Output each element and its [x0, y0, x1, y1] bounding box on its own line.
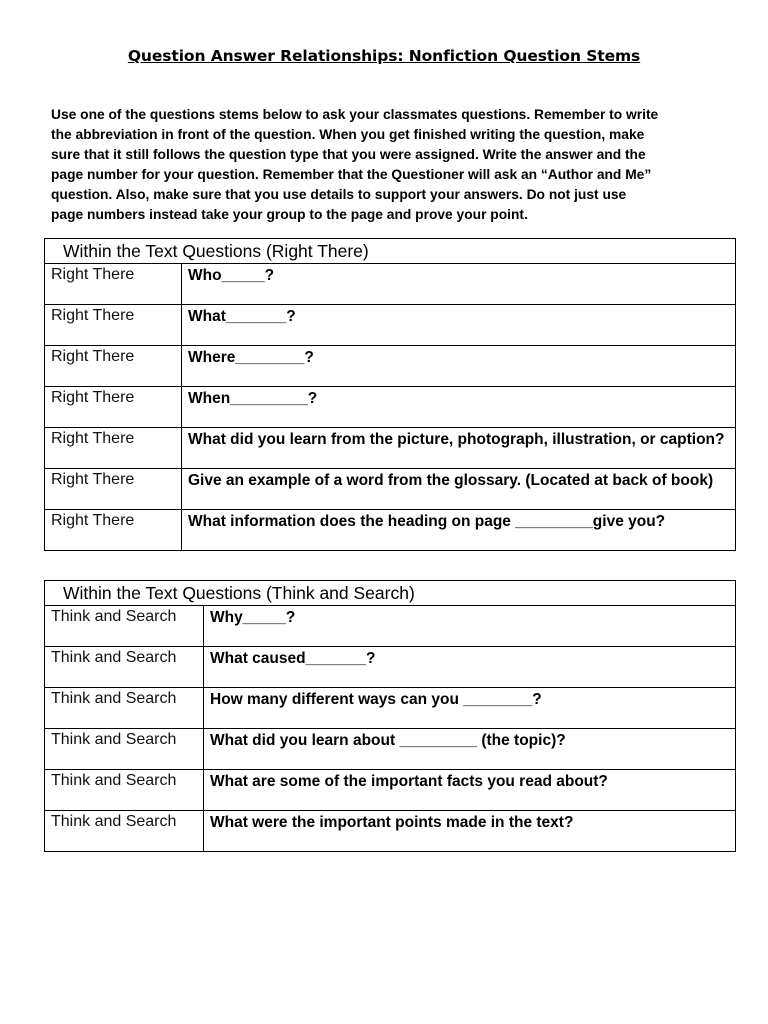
- table-row: [45, 688, 736, 729]
- question-stem-cell: When_________?: [182, 387, 736, 428]
- table-row: [45, 346, 736, 387]
- question-type-cell: Right There: [45, 264, 182, 305]
- table-row: [45, 729, 736, 770]
- question-type-cell: Think and Search: [45, 606, 204, 647]
- question-type-cell: Right There: [45, 428, 182, 469]
- table-row: [45, 305, 736, 346]
- question-type-cell: Think and Search: [45, 647, 204, 688]
- question-type-cell: Think and Search: [45, 770, 204, 811]
- table-row: [45, 510, 736, 551]
- question-stem-cell: What are some of the important facts you read about?: [204, 770, 736, 811]
- question-stem-cell: What caused_______?: [204, 647, 736, 688]
- question-type-cell: Right There: [45, 469, 182, 510]
- table-heading: Within the Text Questions (Think and Search): [45, 581, 736, 606]
- page-title: Question Answer Relationships: Nonfiction Question Stems: [127, 47, 641, 65]
- table-heading-row: [45, 239, 736, 264]
- question-type-cell: Think and Search: [45, 729, 204, 770]
- question-type-cell: Think and Search: [45, 811, 204, 852]
- table-row: [45, 770, 736, 811]
- question-stem-cell: What information does the heading on page _________give you?: [182, 510, 736, 551]
- question-stem-cell: Give an example of a word from the glossary. (Located at back of book): [182, 469, 736, 510]
- question-type-cell: Right There: [45, 305, 182, 346]
- table-row: [45, 387, 736, 428]
- question-stem-cell: What did you learn about _________ (the topic)?: [204, 729, 736, 770]
- instructions-line: question. Also, make sure that you use details to support your answers. Do not just use: [51, 187, 627, 202]
- question-type-cell: Right There: [45, 346, 182, 387]
- question-type-cell: Right There: [45, 510, 182, 551]
- right-there-table: [44, 238, 736, 551]
- instructions-paragraph: [51, 105, 741, 225]
- question-stem-cell: Why_____?: [204, 606, 736, 647]
- question-type-cell: Right There: [45, 387, 182, 428]
- question-type-cell: Think and Search: [45, 688, 204, 729]
- table-row: [45, 606, 736, 647]
- table-heading-row: [45, 581, 736, 606]
- table-row: [45, 264, 736, 305]
- instructions-line: sure that it still follows the question type that you were assigned. Write the answer and the: [51, 147, 646, 162]
- instructions-line: page number for your question. Remember that the Questioner will ask an “Author and Me”: [51, 167, 652, 182]
- table-heading: Within the Text Questions (Right There): [45, 239, 736, 264]
- table-row: [45, 811, 736, 852]
- question-stem-cell: What_______?: [182, 305, 736, 346]
- question-stem-cell: What did you learn from the picture, photograph, illustration, or caption?: [182, 428, 736, 469]
- question-stem-cell: How many different ways can you ________?: [204, 688, 736, 729]
- question-stem-cell: Who_____?: [182, 264, 736, 305]
- think-and-search-table: [44, 580, 736, 852]
- table-row: [45, 647, 736, 688]
- table-row: [45, 428, 736, 469]
- instructions-line: page numbers instead take your group to the page and prove your point.: [51, 207, 528, 222]
- question-stem-cell: Where________?: [182, 346, 736, 387]
- question-stem-cell: What were the important points made in the text?: [204, 811, 736, 852]
- instructions-line: the abbreviation in front of the question. When you get finished writing the question, make: [51, 127, 645, 142]
- instructions-line: Use one of the questions stems below to ask your classmates questions. Remember to write: [51, 107, 659, 122]
- table-row: [45, 469, 736, 510]
